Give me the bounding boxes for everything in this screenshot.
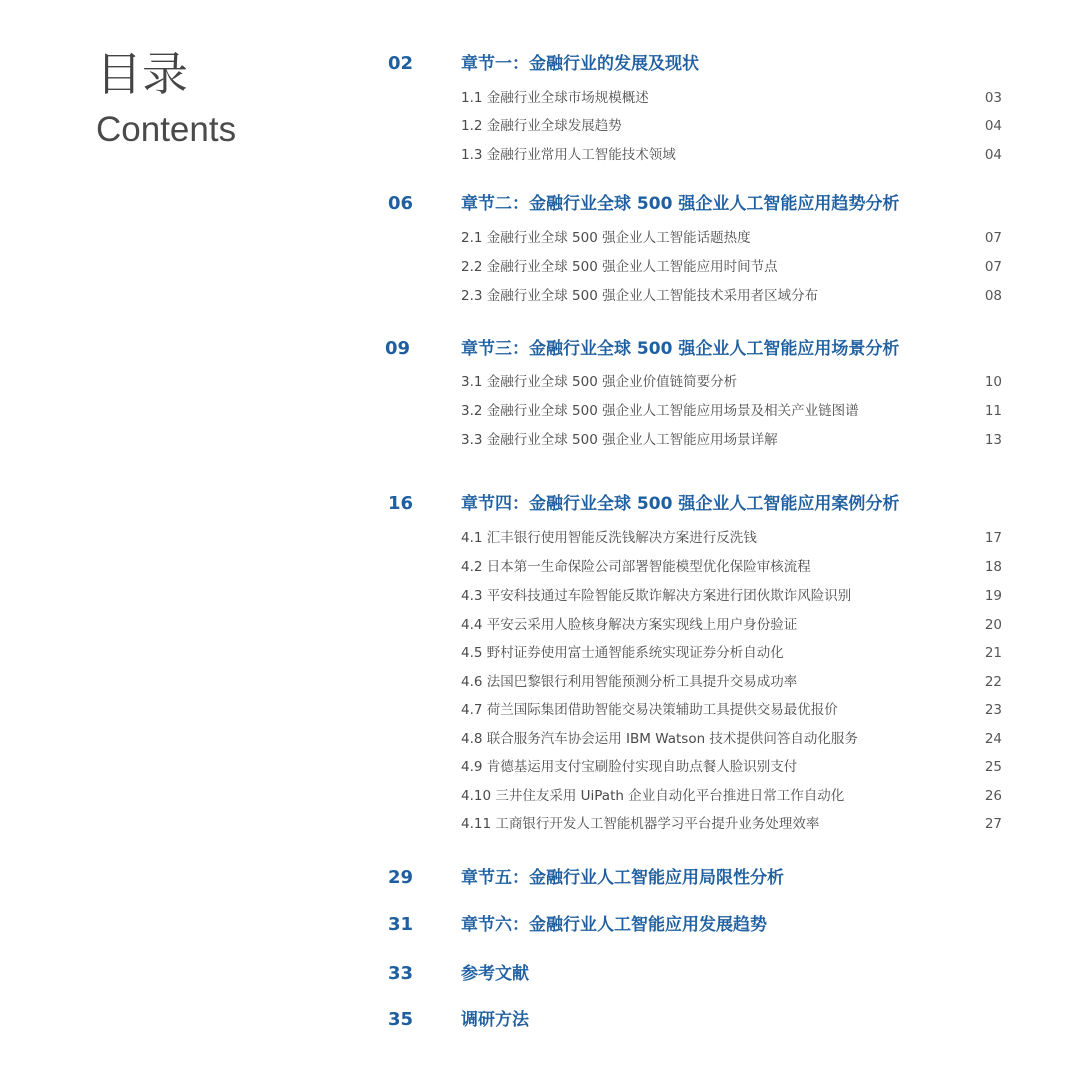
toc-item-label: 4.10 三井住友采用 UiPath 企业自动化平台推进日常工作自动化 <box>461 788 845 804</box>
chapter-title: 参考文献 <box>461 964 529 984</box>
toc-item[interactable] <box>0 727 1080 751</box>
toc-item-label: 1.1 金融行业全球市场规模概述 <box>461 90 649 106</box>
toc-item-label: 4.9 肯德基运用支付宝刷脸付实现自助点餐人脸识别支付 <box>461 759 798 775</box>
toc-item-label: 1.3 金融行业常用人工智能技术领域 <box>461 147 676 163</box>
chapter-page-number: 09 <box>385 338 411 359</box>
toc-item[interactable] <box>0 812 1080 836</box>
toc-item-page: 07 <box>984 259 1002 275</box>
toc-references[interactable] <box>0 959 1080 989</box>
chapter-page-number: 29 <box>388 867 414 888</box>
toc-chapter-3[interactable] <box>0 334 1080 364</box>
toc-item[interactable] <box>0 86 1080 110</box>
toc-item-page: 19 <box>984 588 1002 604</box>
toc-item-page: 04 <box>984 118 1002 134</box>
toc-chapter-5[interactable] <box>0 863 1080 893</box>
toc-chapter-4[interactable] <box>0 489 1080 519</box>
chapter-title: 调研方法 <box>461 1010 529 1030</box>
toc-item[interactable] <box>0 526 1080 550</box>
toc-item-label: 4.3 平安科技通过车险智能反欺诈解决方案进行团伙欺诈风险识别 <box>461 588 852 604</box>
toc-item[interactable] <box>0 670 1080 694</box>
toc-item[interactable] <box>0 114 1080 138</box>
chapter-title: 章节五：金融行业人工智能应用局限性分析 <box>461 868 784 888</box>
toc-item[interactable] <box>0 613 1080 637</box>
toc-item-page: 24 <box>984 731 1002 747</box>
toc-item-label: 4.1 汇丰银行使用智能反洗钱解决方案进行反洗钱 <box>461 530 757 546</box>
toc-methodology[interactable] <box>0 1005 1080 1035</box>
chapter-page-number: 16 <box>388 493 414 514</box>
toc-item[interactable] <box>0 143 1080 167</box>
chapter-page-number: 35 <box>388 1009 414 1030</box>
chapter-page-number: 31 <box>388 914 414 935</box>
toc-item[interactable] <box>0 555 1080 579</box>
toc-item-page: 13 <box>984 432 1002 448</box>
toc-item[interactable] <box>0 698 1080 722</box>
toc-item-page: 23 <box>984 702 1002 718</box>
toc-chapter-6[interactable] <box>0 910 1080 940</box>
toc-item-label: 4.4 平安云采用人脸核身解决方案实现线上用户身份验证 <box>461 617 798 633</box>
chapter-title: 章节六：金融行业人工智能应用发展趋势 <box>461 915 767 935</box>
toc-item-page: 21 <box>984 645 1002 661</box>
toc-item-label: 4.5 野村证券使用富士通智能系统实现证券分析自动化 <box>461 645 784 661</box>
page-title-en: Contents <box>96 110 237 149</box>
toc-item[interactable] <box>0 226 1080 250</box>
toc-item-label: 2.2 金融行业全球 500 强企业人工智能应用时间节点 <box>461 259 778 275</box>
page-title-zh: 目录 <box>96 47 188 101</box>
toc-item-page: 27 <box>984 816 1002 832</box>
toc-item-page: 08 <box>984 288 1002 304</box>
toc-item-label: 4.8 联合服务汽车协会运用 IBM Watson 技术提供问答自动化服务 <box>461 731 858 747</box>
toc-item-label: 1.2 金融行业全球发展趋势 <box>461 118 622 134</box>
toc-item-label: 2.1 金融行业全球 500 强企业人工智能话题热度 <box>461 230 751 246</box>
chapter-title: 章节二：金融行业全球 500 强企业人工智能应用趋势分析 <box>461 194 900 214</box>
toc-item[interactable] <box>0 584 1080 608</box>
toc-item[interactable] <box>0 370 1080 394</box>
toc-item-label: 4.11 工商银行开发人工智能机器学习平台提升业务处理效率 <box>461 816 820 832</box>
toc-item-label: 4.6 法国巴黎银行利用智能预测分析工具提升交易成功率 <box>461 674 798 690</box>
toc-item-label: 2.3 金融行业全球 500 强企业人工智能技术采用者区域分布 <box>461 288 819 304</box>
toc-item[interactable] <box>0 284 1080 308</box>
toc-item-label: 4.2 日本第一生命保险公司部署智能模型优化保险审核流程 <box>461 559 811 575</box>
toc-item-page: 25 <box>984 759 1002 775</box>
toc-item[interactable] <box>0 428 1080 452</box>
chapter-title: 章节四：金融行业全球 500 强企业人工智能应用案例分析 <box>461 494 900 514</box>
toc-item[interactable] <box>0 755 1080 779</box>
toc-item-label: 3.2 金融行业全球 500 强企业人工智能应用场景及相关产业链图谱 <box>461 403 859 419</box>
toc-item-page: 03 <box>984 90 1002 106</box>
toc-item-page: 10 <box>984 374 1002 390</box>
toc-item-page: 11 <box>984 403 1002 419</box>
chapter-page-number: 02 <box>388 53 414 74</box>
toc-item-page: 17 <box>984 530 1002 546</box>
toc-chapter-1[interactable] <box>0 49 1080 79</box>
toc-item-page: 20 <box>984 617 1002 633</box>
chapter-title: 章节三：金融行业全球 500 强企业人工智能应用场景分析 <box>461 339 900 359</box>
toc-item[interactable] <box>0 399 1080 423</box>
toc-item-page: 04 <box>984 147 1002 163</box>
toc-item-page: 26 <box>984 788 1002 804</box>
toc-item-label: 3.3 金融行业全球 500 强企业人工智能应用场景详解 <box>461 432 778 448</box>
toc-item[interactable] <box>0 255 1080 279</box>
toc-item-label: 4.7 荷兰国际集团借助智能交易决策辅助工具提供交易最优报价 <box>461 702 838 718</box>
toc-item[interactable] <box>0 641 1080 665</box>
chapter-title: 章节一：金融行业的发展及现状 <box>461 54 699 74</box>
toc-item-page: 22 <box>984 674 1002 690</box>
chapter-page-number: 06 <box>388 193 414 214</box>
toc-chapter-2[interactable] <box>0 189 1080 219</box>
toc-item-label: 3.1 金融行业全球 500 强企业价值链简要分析 <box>461 374 738 390</box>
toc-item-page: 07 <box>984 230 1002 246</box>
toc-item[interactable] <box>0 784 1080 808</box>
chapter-page-number: 33 <box>388 963 414 984</box>
toc-item-page: 18 <box>984 559 1002 575</box>
